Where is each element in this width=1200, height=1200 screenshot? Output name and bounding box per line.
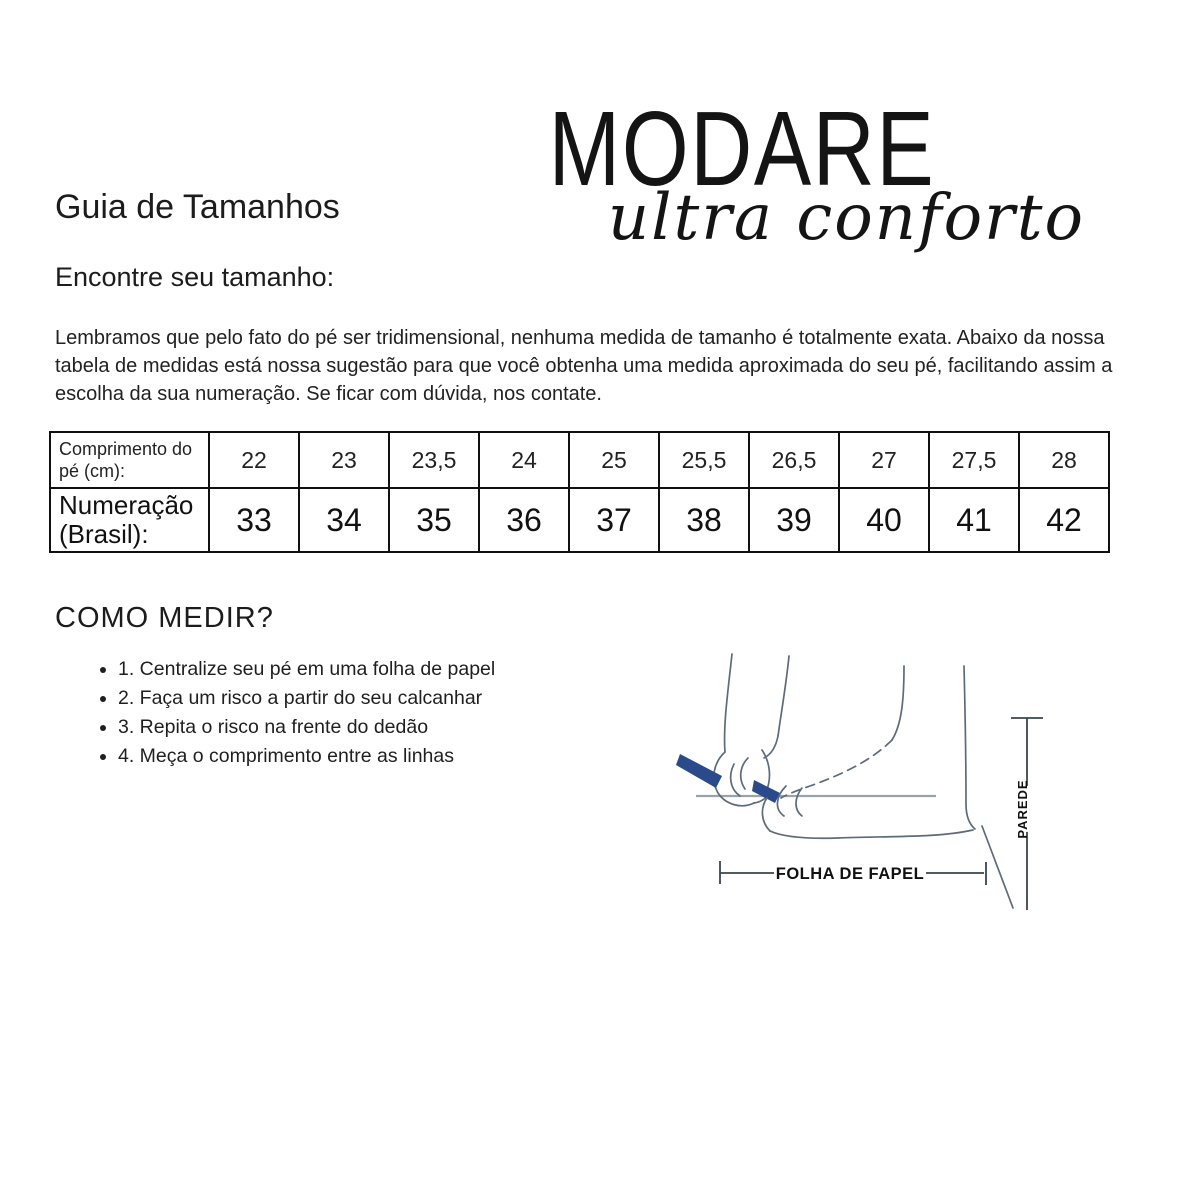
length-cell: 26,5: [749, 432, 839, 488]
size-cell: 37: [569, 488, 659, 552]
length-cell: 25: [569, 432, 659, 488]
length-cell: 25,5: [659, 432, 749, 488]
paper-measurement: [720, 861, 986, 885]
table-row-brazil-size: [50, 488, 1109, 552]
wall-measurement: [1011, 718, 1043, 910]
page-title: Guia de Tamanhos: [55, 188, 340, 226]
brand-tagline: ultra conforto: [607, 181, 1085, 255]
size-cell: 33: [209, 488, 299, 552]
brand-logo: MODARE: [548, 90, 935, 208]
measure-steps-list: [88, 658, 495, 774]
list-item: • 4. Meça o comprimento entre as linhas: [118, 745, 495, 767]
how-to-measure-heading: COMO MEDIR?: [55, 602, 274, 634]
intro-paragraph: Lembramos que pelo fato do pé ser tridimensional, nenhuma medida de tamanho é totalmente exata. Abaixo da nossa tabela de medidas está nossa sugestão para que você obtenha uma medida aproximada do seu pé, facilitando assim a escolha da sua numeração. Se ficar com dúvida, nos contate.: [55, 327, 1113, 405]
length-cell: 27,5: [929, 432, 1019, 488]
size-cell: 38: [659, 488, 749, 552]
list-item: • 3. Repita o risco na frente do dedão: [118, 716, 495, 738]
length-cell: 23,5: [389, 432, 479, 488]
size-cell: 34: [299, 488, 389, 552]
row-label-foot-length: Comprimento do pé (cm):: [50, 432, 209, 488]
length-cell: 23: [299, 432, 389, 488]
size-table: [49, 431, 1110, 553]
length-cell: 22: [209, 432, 299, 488]
row-label-brazil-size: Numeração (Brasil):: [50, 488, 209, 552]
list-item: • 1. Centralize seu pé em uma folha de papel: [118, 658, 495, 680]
paper-label: FOLHA DE FAPEL: [775, 865, 925, 883]
hand-sketch: [714, 654, 789, 806]
wall-label: PAREDE: [1015, 779, 1030, 839]
size-cell: 42: [1019, 488, 1109, 552]
list-item: • 2. Faça um risco a partir do seu calcanhar: [118, 687, 495, 709]
length-cell: 28: [1019, 432, 1109, 488]
find-size-subtitle: Encontre seu tamanho:: [55, 262, 335, 292]
length-cell: 24: [479, 432, 569, 488]
size-cell: 41: [929, 488, 1019, 552]
size-cell: 40: [839, 488, 929, 552]
foot-measuring-diagram: [668, 646, 1080, 938]
length-cell: 27: [839, 432, 929, 488]
size-cell: 36: [479, 488, 569, 552]
table-row-foot-length: [50, 432, 1109, 488]
size-cell: 39: [749, 488, 839, 552]
size-cell: 35: [389, 488, 479, 552]
